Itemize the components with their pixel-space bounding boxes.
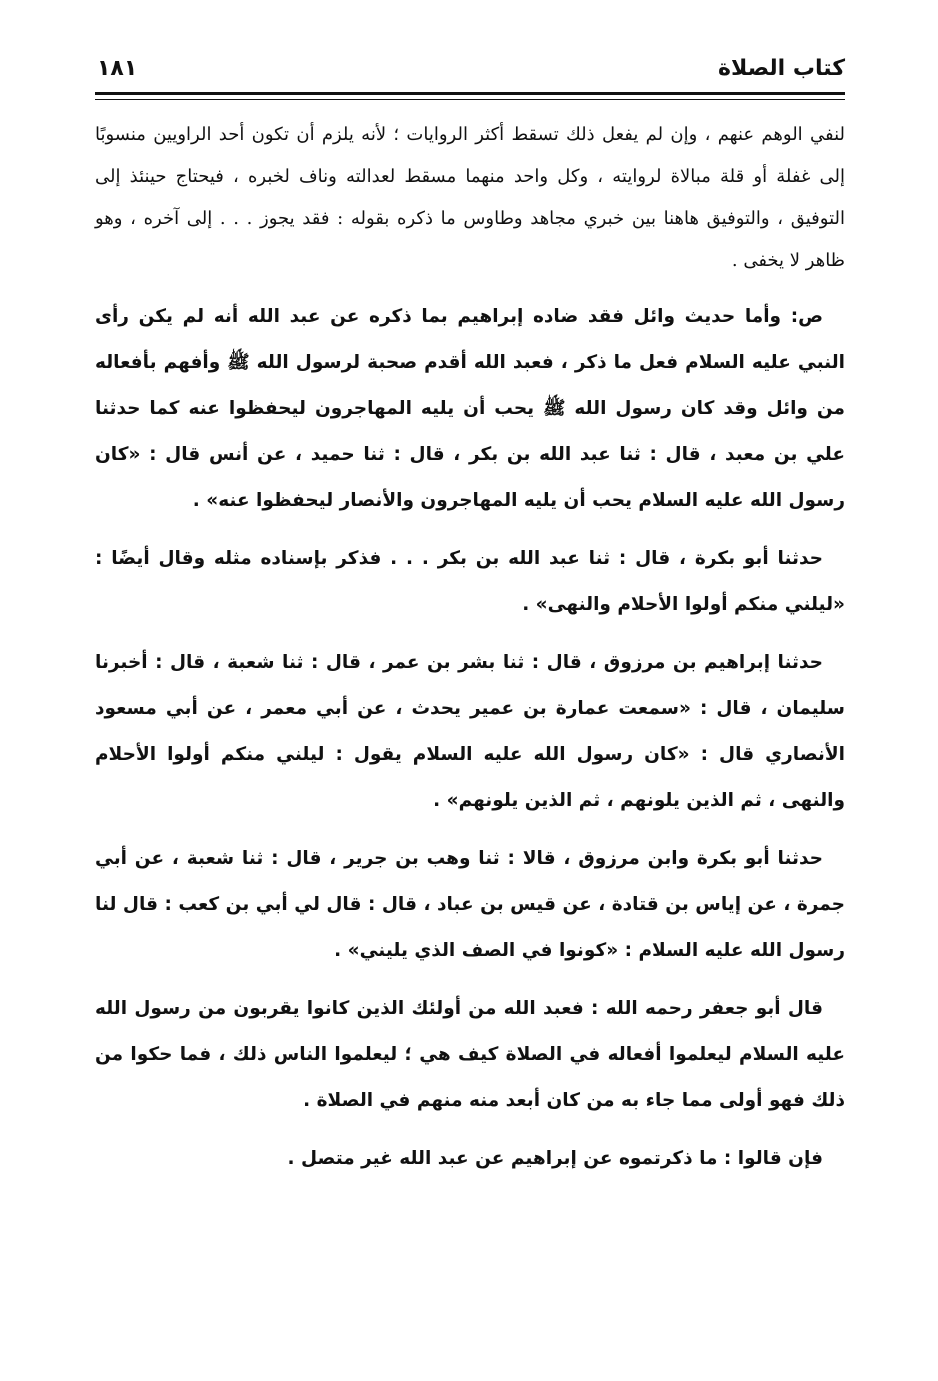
page-content <box>95 114 845 1194</box>
hadith-paragraph: حدثنا إبراهيم بن مرزوق ، قال : ثنا بشر بن عمر ، قال : ثنا شعبة ، قال : أخبرنا سليمان ، قال : «سمعت عمارة بن عمير يحدث ، عن أبي معمر ، عن أبي مسعود الأنصاري قال : «كان رسول الله عليه السلام يقول : ليلني منكم أولوا الأحلام والنهى ، ثم الذين يلونهم ، ثم الذين يلونهم» . <box>95 652 845 811</box>
hadith-paragraph: حدثنا أبو بكرة ، قال : ثنا عبد الله بن بكر . . . فذكر بإسناده مثله وقال أيضًا : «ليلني منكم أولوا الأحلام والنهى» . <box>95 548 845 615</box>
commentary-paragraph: لنفي الوهم عنهم ، وإن لم يفعل ذلك تسقط أكثر الروايات ؛ لأنه يلزم أن تكون أحد الراويين منسوبًا إلى غفلة أو قلة مبالاة لروايته ، وكل واحد منهما مسقط لعدالته وناف لخبره ، فيحتاج حينئذ إلى التوفيق ، والتوفيق هاهنا بين خبري مجاهد وطاوس ما ذكره بقوله : فقد يجوز . . . إلى آخره ، وهو ظاهر لا يخفى . <box>95 124 845 271</box>
author-comment-paragraph: قال أبو جعفر رحمه الله : فعبد الله من أولئك الذين كانوا يقربون من رسول الله عليه السلام ليعلموا أفعاله في الصلاة كيف هي ؛ ليعلموا الناس ذلك ، فما حكوا من ذلك فهو أولى مما جاء به من كان أبعد منه منهم في الصلاة . <box>95 998 845 1111</box>
book-page <box>95 0 845 1381</box>
header-rule-thin <box>95 99 845 100</box>
page-header <box>95 52 845 86</box>
page-number: ١٨١ <box>97 56 138 81</box>
text-paragraph: ص: وأما حديث وائل فقد ضاده إبراهيم بما ذكره عن عبد الله أنه لم يكن رأى النبي عليه السلام فعل ما ذكر ، فعبد الله أقدم صحبة لرسول الله ﷺ وأفهم بأفعاله من وائل وقد كان رسول الله ﷺ يحب أن يليه المهاجرون ليحفظوا عنه كما حدثنا علي بن معبد ، قال : ثنا عبد الله بن بكر ، قال : ثنا حميد ، عن أنس قال : «كان رسول الله عليه السلام يحب أن يليه المهاجرون والأنصار ليحفظوا عنه» . <box>95 306 845 511</box>
hadith-paragraph: حدثنا أبو بكرة وابن مرزوق ، قالا : ثنا وهب بن جرير ، قال : ثنا شعبة ، عن أبي جمرة ، عن إياس بن قتادة ، عن قيس بن عباد ، قال : قال لي أبي بن كعب : قال لنا رسول الله عليه السلام : «كونوا في الصف الذي يليني» . <box>95 848 845 961</box>
objection-paragraph: فإن قالوا : ما ذكرتموه عن إبراهيم عن عبد الله غير متصل . <box>287 1148 823 1169</box>
book-title: كتاب الصلاة <box>718 56 845 81</box>
header-rule-thick <box>95 92 845 95</box>
